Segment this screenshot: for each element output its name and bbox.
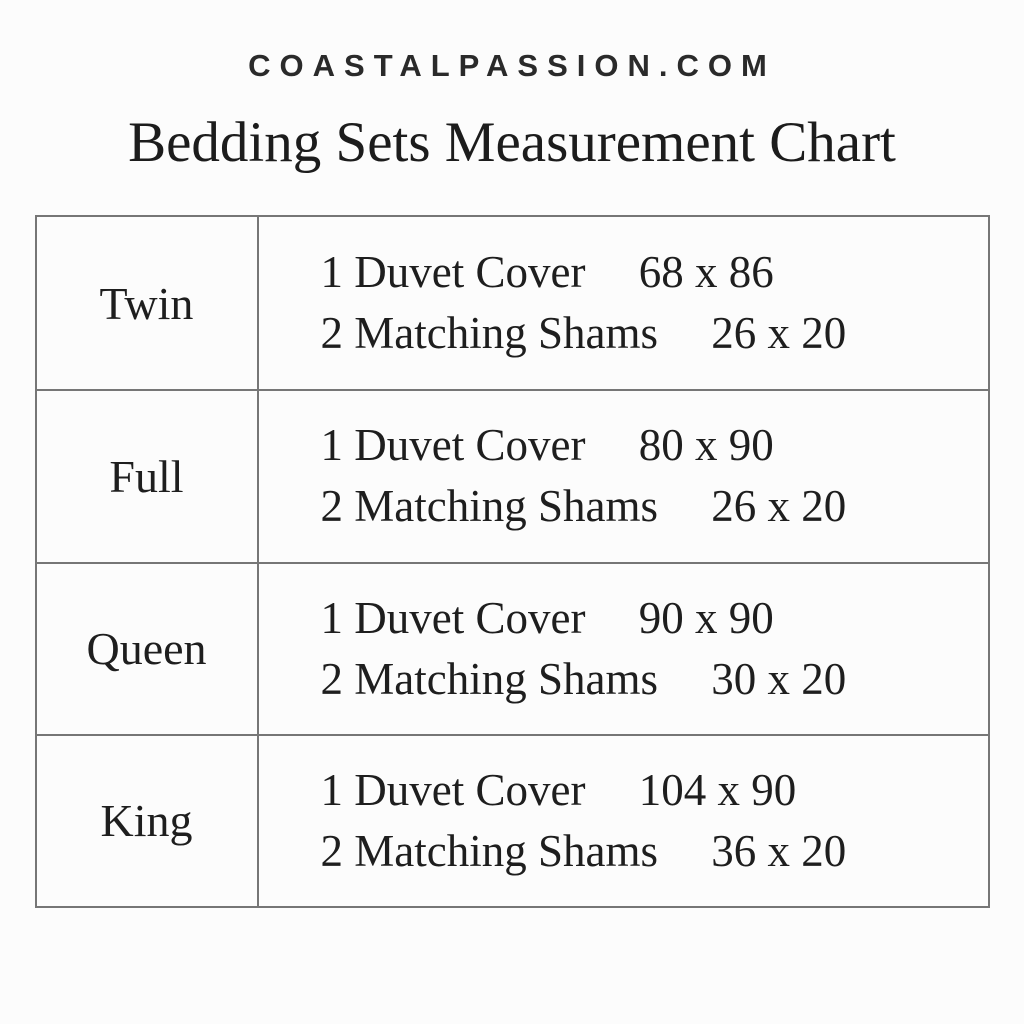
details-cell	[259, 736, 988, 906]
details-cell	[259, 391, 988, 561]
item-label: 1 Duvet Cover	[320, 764, 586, 815]
size-label: Twin	[37, 217, 259, 389]
item-line	[321, 415, 988, 476]
table-row-twin	[37, 217, 988, 389]
item-label: 2 Matching Shams	[320, 308, 658, 359]
measurement-table	[35, 215, 990, 908]
item-line	[321, 476, 988, 537]
page-title: Bedding Sets Measurement Chart	[128, 111, 896, 174]
item-dimensions: 36 x 20	[711, 825, 847, 876]
item-line	[321, 760, 988, 821]
item-line	[321, 242, 988, 303]
item-dimensions: 104 x 90	[638, 764, 797, 815]
item-dimensions: 26 x 20	[711, 308, 847, 359]
item-line	[321, 821, 988, 882]
item-label: 1 Duvet Cover	[320, 592, 586, 643]
item-label: 2 Matching Shams	[320, 825, 658, 876]
item-label: 1 Duvet Cover	[320, 247, 586, 298]
details-cell	[259, 217, 988, 389]
details-cell	[259, 564, 988, 734]
item-label: 2 Matching Shams	[320, 481, 658, 532]
item-dimensions: 68 x 86	[638, 247, 774, 298]
item-label: 2 Matching Shams	[320, 653, 658, 704]
item-dimensions: 90 x 90	[638, 592, 774, 643]
size-label: Full	[37, 391, 259, 561]
item-label: 1 Duvet Cover	[320, 420, 586, 471]
size-label: King	[37, 736, 259, 906]
table-row-queen	[37, 562, 988, 734]
item-line	[321, 649, 988, 710]
item-line	[321, 588, 988, 649]
table-row-full	[37, 389, 988, 561]
item-line	[321, 303, 988, 364]
size-label: Queen	[37, 564, 259, 734]
item-dimensions: 26 x 20	[711, 481, 847, 532]
site-name: COASTALPASSION.COM	[248, 48, 776, 83]
table-row-king	[37, 734, 988, 906]
item-dimensions: 80 x 90	[638, 420, 774, 471]
item-dimensions: 30 x 20	[711, 653, 847, 704]
